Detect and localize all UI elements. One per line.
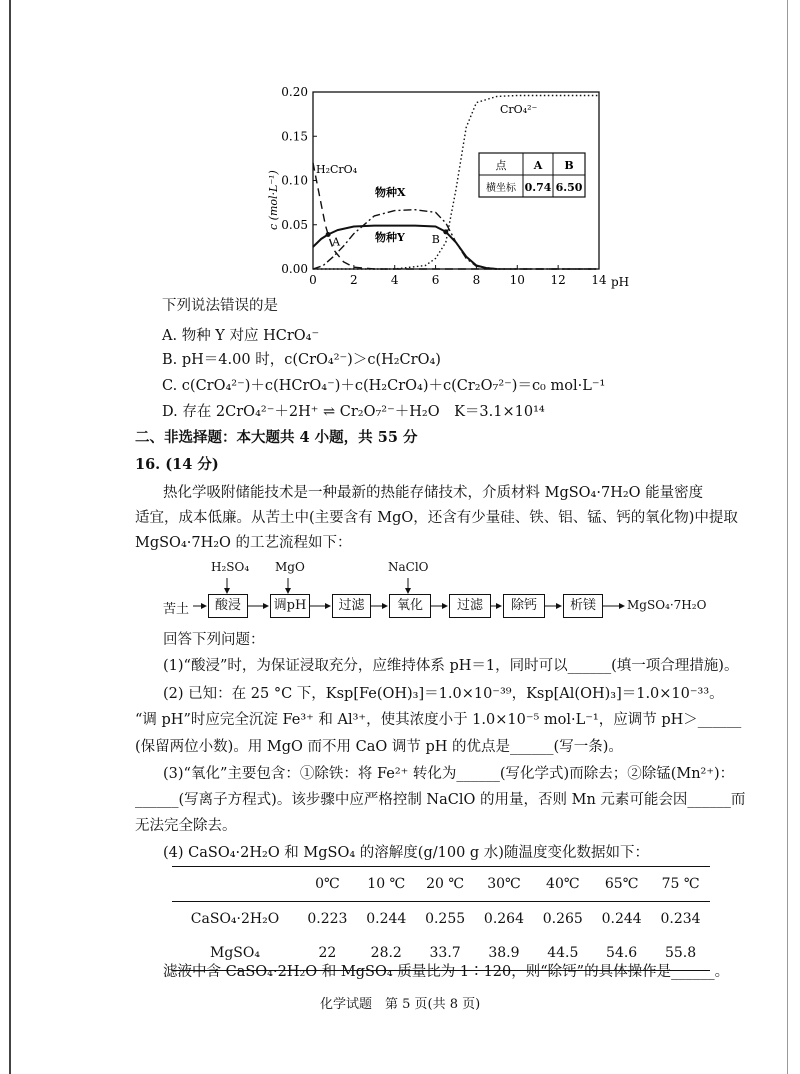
table-cell: 0.234 <box>660 911 701 927</box>
intersection-point-B <box>443 229 448 234</box>
q15-option-a: A. 物种 Y 对应 HCrO₄⁻ <box>162 328 320 344</box>
series-line-2 <box>313 226 497 269</box>
series-line-1 <box>313 210 599 269</box>
intersection-point-A <box>326 232 331 237</box>
flow-step-remove-calcium: 除钙 <box>503 594 545 618</box>
x-tick-label: 2 <box>350 273 358 287</box>
header-cell: 0℃ <box>298 867 357 902</box>
y-tick-label: 0.10 <box>281 173 308 188</box>
x-tick-label: 10 <box>509 273 525 287</box>
table-cell: 0.265 <box>542 911 583 927</box>
solubility-header-row <box>172 867 710 902</box>
table-cell: 55.8 <box>651 936 710 971</box>
reagent-mgo: MgO <box>275 560 305 574</box>
concentration-ph-chart <box>262 80 642 295</box>
q16-part-3-line-2: ______(写离子方程式)。该步骤中应严格控制 NaClO 的用量，否则 Mn 元素可能会因______而 <box>135 792 746 808</box>
header-cell: 65℃ <box>592 867 651 902</box>
header-cell: 75 ℃ <box>651 867 710 902</box>
table-cell: 0.255 <box>425 911 466 927</box>
table-cell: 54.6 <box>592 936 651 971</box>
q15-option-d: D. 存在 2CrO₄²⁻＋2H⁺ ⇌ Cr₂O₇²⁻＋H₂O K＝3.1×10¹⁴ <box>162 404 545 420</box>
inset-header-a: A <box>533 159 543 172</box>
label-h2cro4: H₂CrO₄ <box>316 163 358 176</box>
y-axis-label: c (mol·L⁻¹) <box>267 170 280 230</box>
flow-step-acid-leach: 酸浸 <box>208 594 248 618</box>
x-tick-label: 14 <box>591 273 607 287</box>
y-tick-label: 0.15 <box>281 129 308 144</box>
inset-value-b: 6.50 <box>555 181 583 194</box>
flow-start: 苦土 <box>163 602 190 617</box>
y-tick-label: 0.20 <box>281 85 308 99</box>
x-tick-label: 6 <box>431 273 440 287</box>
inset-header-b: B <box>564 159 574 172</box>
x-axis-label: pH <box>611 275 630 289</box>
q15-option-c: C. c(CrO₄²⁻)＋c(HCrO₄⁻)＋c(H₂CrO₄)＋c(Cr₂O₇²⁻)＝c₀ mol·L⁻¹ <box>162 378 606 394</box>
row-label: CaSO₄·2H₂O <box>190 911 280 927</box>
q15-stem: 下列说法错误的是 <box>162 298 278 314</box>
table-cell: 33.7 <box>416 936 475 971</box>
table-cell: 0.244 <box>366 911 407 927</box>
header-cell <box>172 867 298 902</box>
label-species-x: 物种X <box>375 186 406 199</box>
inset-header-point: 点 <box>495 159 507 172</box>
header-cell: 40℃ <box>533 867 592 902</box>
flow-end-product: MgSO₄·7H₂O <box>627 598 707 612</box>
q16-part-3-line-1: (3)“氧化”主要包含：①除铁：将 Fe²⁺ 转化为______(写化学式)而除去；②除锰(Mn²⁺)： <box>163 766 735 782</box>
row-label: MgSO₄ <box>172 936 298 971</box>
table-cell: 38.9 <box>475 936 534 971</box>
table-cell: 22 <box>298 936 357 971</box>
point-label-A: A <box>332 235 341 249</box>
q16-part-5: 滤液中含 CaSO₄·2H₂O 和 MgSO₄ 质量比为 1∶120，则“除钙”的具体操作是______。 <box>163 964 730 980</box>
header-cell: 20 ℃ <box>416 867 475 902</box>
q16-part-2-line-1: (2) 已知：在 25 °C 下，Ksp[Fe(OH)₃]＝1.0×10⁻³⁹，Ksp[Al(OH)₃]＝1.0×10⁻³³。 <box>163 686 724 702</box>
table-row <box>172 902 710 937</box>
flow-step-adjust-ph: 调pH <box>270 594 310 618</box>
table-cell: 28.2 <box>357 936 416 971</box>
label-cro4: CrO₄²⁻ <box>500 103 538 116</box>
table-cell: 0.223 <box>307 911 348 927</box>
flow-step-filter-2: 过滤 <box>449 594 491 618</box>
q16-part-3-line-3: 无法完全除去。 <box>135 818 237 834</box>
table-cell: 44.5 <box>533 936 592 971</box>
table-cell: 0.264 <box>483 911 524 927</box>
flow-step-precipitate-mg: 析镁 <box>563 594 603 618</box>
q16-intro-line-1: 热化学吸附储能技术是一种最新的热能存储技术，介质材料 MgSO₄·7H₂O 能量密度 <box>163 485 704 501</box>
section-2-heading: 二、非选择题：本大题共 4 小题，共 55 分 <box>135 429 418 446</box>
q16-part-4: (4) CaSO₄·2H₂O 和 MgSO₄ 的溶解度(g/100 g 水)随温度变化数据如下： <box>163 845 649 861</box>
x-tick-label: 12 <box>550 273 566 287</box>
answer-prompt: 回答下列问题： <box>163 632 265 648</box>
inset-row-label: 横坐标 <box>486 183 516 194</box>
flow-step-filter-1: 过滤 <box>332 594 371 618</box>
q16-part-1: (1)“酸浸”时，为保证浸取充分，应维持体系 pH＝1，同时可以______(填一项合理措施)。 <box>163 658 739 674</box>
q16-part-2-line-2: “调 pH”时应完全沉淀 Fe³⁺ 和 Al³⁺，使其浓度小于 1.0×10⁻⁵ mol·L⁻¹，应调节 pH＞______ <box>135 712 742 728</box>
left-margin-rule <box>9 0 11 1074</box>
solubility-table <box>172 866 710 971</box>
q16-heading: 16. (14 分) <box>135 456 219 473</box>
header-cell: 30℃ <box>475 867 534 902</box>
page-footer: 化学试题 第 5 页(共 8 页) <box>320 997 481 1012</box>
q15-option-b: B. pH＝4.00 时，c(CrO₄²⁻)＞c(H₂CrO₄) <box>162 352 441 368</box>
reagent-naclo: NaClO <box>388 560 429 574</box>
right-margin-rule <box>787 0 788 1074</box>
header-cell: 10 ℃ <box>357 867 416 902</box>
label-species-y: 物种Y <box>375 231 405 244</box>
point-label-B: B <box>431 232 440 246</box>
q16-intro-line-3: MgSO₄·7H₂O 的工艺流程如下： <box>135 535 352 551</box>
flow-step-oxidize: 氧化 <box>389 594 431 618</box>
x-tick-label: 4 <box>390 273 399 287</box>
x-tick-label: 0 <box>309 273 317 287</box>
y-tick-label: 0.00 <box>281 262 308 276</box>
table-cell: 0.244 <box>601 911 642 927</box>
y-tick-label: 0.05 <box>281 217 308 232</box>
inset-point-table <box>479 153 585 197</box>
q16-part-2-line-3: (保留两位小数)。用 MgO 而不用 CaO 调节 pH 的优点是______(写一条)。 <box>135 739 623 755</box>
x-tick-label: 8 <box>472 273 481 287</box>
reagent-h2so4: H₂SO₄ <box>211 560 250 574</box>
q16-intro-line-2: 适宜，成本低廉。从苦土中(主要含有 MgO，还含有少量硅、铁、铝、锰、钙的氧化物)中提取 <box>135 510 738 526</box>
inset-value-a: 0.74 <box>524 181 552 194</box>
